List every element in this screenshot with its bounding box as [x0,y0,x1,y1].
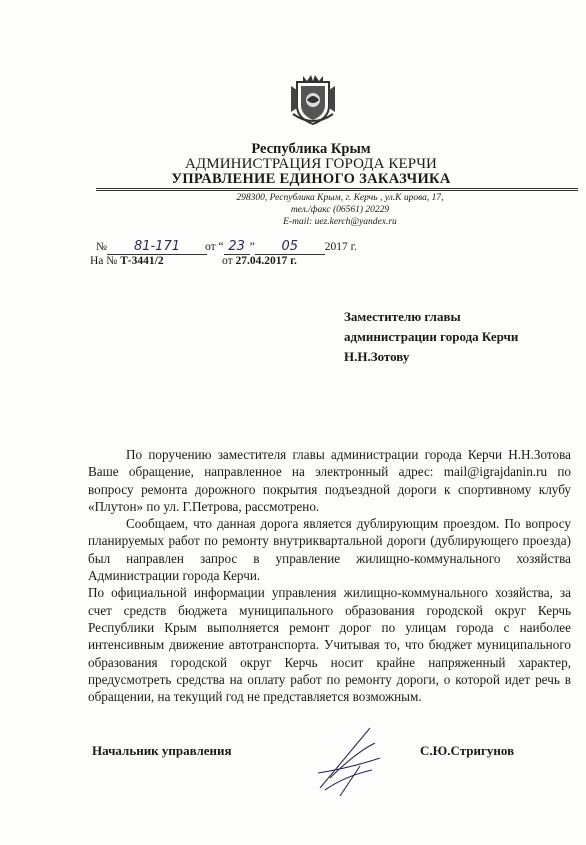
letterhead-administration: АДМИНИСТРАЦИЯ ГОРОДА КЕРЧИ [185,156,437,172]
addressee-line1: Заместителю главы [344,309,461,324]
date-month: 05 [255,239,325,255]
date-open-quote: от “ [205,241,224,253]
letterhead-address: 298300, Республика Крым, г. Керчь , ул.К ирова, 17, [236,193,444,203]
handwritten-signature-icon [300,718,390,798]
reply-date-value: 27.04.2017 г. [235,255,297,267]
date-year: 2017 г. [324,241,357,253]
number-value: 81-171 [107,239,207,255]
letterhead-republic: Республика Крым [251,141,371,157]
outgoing-number [96,239,207,255]
outgoing-date [205,239,357,255]
reply-from-label: от [222,255,233,267]
header-divider-bottom [96,190,578,191]
body-paragraph-3: По официальной информации управления жилищно-коммунального хозяйства, за счет средств бюджета муниципального образования городской округ Керчь Республики Крым выполняется ремонт дорог по улицам города с наиболее интенсивным движение автотранспорта. Учитывая то, что бюджет муниципального образования городской округ Керчь носит крайне напряженный характер, предусмотреть средства на оплату работ по ремонту дороги, о которой идет речь в обращении, на текущий год не представляется возможным. [88,585,571,705]
addressee-block [344,307,518,367]
header-divider-top [96,188,578,189]
reply-date [222,255,297,267]
letterhead-phone: тел./факс (06561) 20229 [290,205,390,215]
letterhead-email: E-mail: uez.kerch@yandex.ru [283,217,397,227]
crimea-coat-of-arms-icon [287,72,339,126]
body-paragraph-2: Сообщаем, что данная дорога является дублирующим проездом. По вопросу планируемых работ по ремонту внутриквартальной дороги (дублирующего проезда) был направлен запрос в управление жилищно-коммунального хозяйства Администрации города Керчи. [88,516,571,584]
reply-number [90,255,164,267]
addressee-line2: администрации города Керчи [344,329,519,344]
letterhead-department: УПРАВЛЕНИЕ ЕДИНОГО ЗАКАЗЧИКА [171,171,451,187]
reply-number-value: Т-3441/2 [120,255,164,267]
letter-body [88,446,571,705]
body-paragraph-1: По поручению заместителя главы администрации города Керчи Н.Н.Зотова Ваше обращение, направленное на электронный адрес: mail@igrajdanin.ru по вопросу ремонта дорожного покрытия подъездной дороги к спортивному клубу «Плутон» по ул. Г.Петрова, рассмотрено. [88,447,571,514]
date-close-quote: ” [249,241,255,253]
addressee-line3: Н.Н.Зотову [344,349,410,364]
number-prefix: № [96,241,107,253]
date-day: 23 [224,239,250,255]
signatory-title: Начальник управления [92,743,232,758]
reply-prefix: На № [90,255,118,267]
signatory-name: С.Ю.Стригунов [420,743,515,758]
